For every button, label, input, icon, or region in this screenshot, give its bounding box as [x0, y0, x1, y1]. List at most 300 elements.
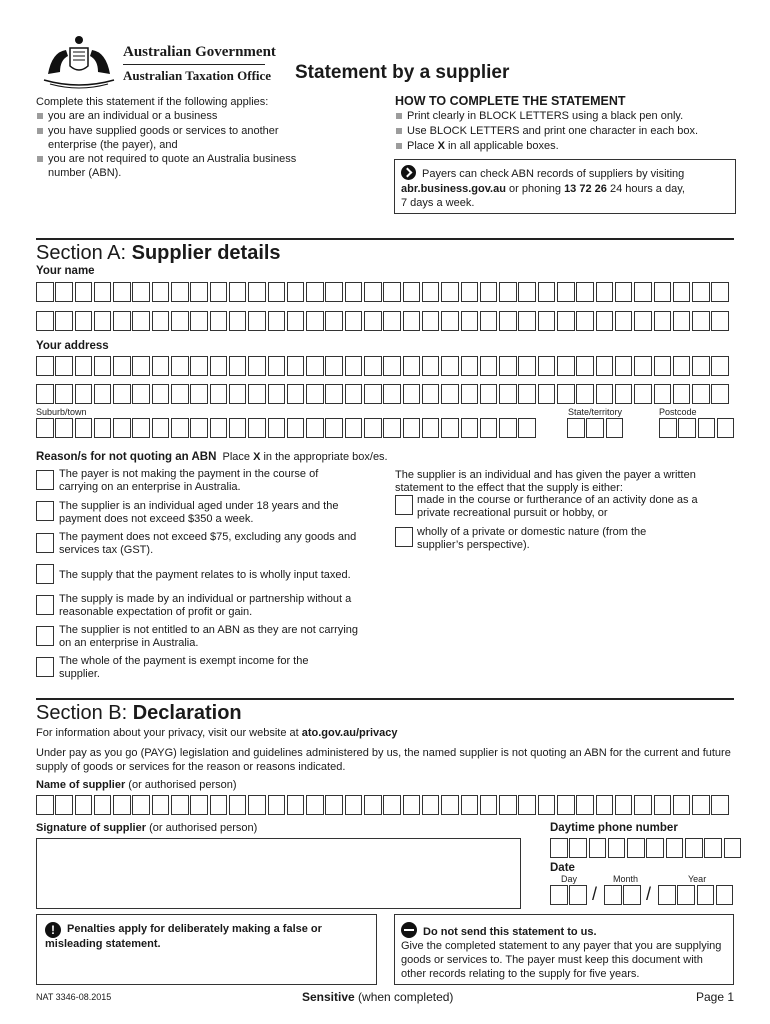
char-box[interactable]	[75, 282, 93, 302]
char-box[interactable]	[673, 282, 691, 302]
char-box[interactable]	[287, 311, 305, 331]
char-box[interactable]	[576, 311, 594, 331]
char-box[interactable]	[627, 838, 645, 858]
char-box[interactable]	[615, 311, 633, 331]
char-box[interactable]	[36, 311, 54, 331]
char-box[interactable]	[711, 311, 729, 331]
char-box[interactable]	[171, 384, 189, 404]
char-box[interactable]	[441, 795, 459, 815]
char-box[interactable]	[615, 795, 633, 815]
char-box[interactable]	[461, 356, 479, 376]
phone-number: 13 72 26	[564, 182, 607, 195]
how-list	[395, 109, 740, 154]
char-box[interactable]	[210, 356, 228, 376]
char-box[interactable]	[499, 311, 517, 331]
char-box[interactable]	[634, 384, 652, 404]
char-box[interactable]	[364, 311, 382, 331]
char-box[interactable]	[403, 282, 421, 302]
char-box[interactable]	[75, 356, 93, 376]
char-box[interactable]	[383, 311, 401, 331]
char-box[interactable]	[654, 384, 672, 404]
month-label: Month	[613, 874, 639, 884]
char-box[interactable]	[403, 795, 421, 815]
suburb-row[interactable]	[36, 418, 538, 438]
char-box[interactable]	[94, 384, 112, 404]
reason-checkbox-hobby[interactable]	[395, 495, 413, 515]
payers-text: Payers can check ABN records of suppliers by visiting	[422, 168, 685, 180]
char-box[interactable]	[287, 384, 305, 404]
how-item: Print clearly in BLOCK LETTERS using a black pen only.	[395, 109, 740, 124]
char-box[interactable]	[634, 356, 652, 376]
how-item	[395, 139, 740, 154]
char-box[interactable]	[685, 838, 703, 858]
char-box[interactable]	[441, 356, 459, 376]
char-box[interactable]	[383, 384, 401, 404]
supplier-name-row[interactable]	[36, 795, 731, 815]
char-box[interactable]	[403, 384, 421, 404]
char-box[interactable]	[422, 795, 440, 815]
char-box[interactable]	[557, 282, 575, 302]
char-box[interactable]	[711, 384, 729, 404]
char-box[interactable]	[325, 356, 343, 376]
signature-label-block	[36, 822, 257, 834]
char-box[interactable]	[659, 418, 677, 438]
char-box[interactable]	[589, 838, 607, 858]
state-row[interactable]	[567, 418, 625, 438]
char-box[interactable]	[615, 384, 633, 404]
char-box[interactable]	[325, 282, 343, 302]
char-box[interactable]	[325, 311, 343, 331]
char-box[interactable]	[287, 418, 305, 438]
char-box[interactable]	[210, 311, 228, 331]
char-box[interactable]	[113, 795, 131, 815]
char-box[interactable]	[190, 311, 208, 331]
privacy-note	[36, 727, 398, 739]
char-box[interactable]	[364, 282, 382, 302]
char-box[interactable]	[461, 384, 479, 404]
char-box[interactable]	[325, 384, 343, 404]
char-box[interactable]	[717, 418, 735, 438]
char-box[interactable]	[480, 311, 498, 331]
char-box[interactable]	[113, 418, 131, 438]
char-box[interactable]	[152, 384, 170, 404]
reason-checkbox-5[interactable]	[36, 595, 54, 615]
form-code: NAT 3346-08.2015	[36, 992, 112, 1002]
char-box[interactable]	[229, 795, 247, 815]
char-box[interactable]	[673, 795, 691, 815]
char-box[interactable]	[383, 282, 401, 302]
char-box[interactable]	[567, 418, 585, 438]
char-box[interactable]	[461, 282, 479, 302]
char-box[interactable]	[608, 838, 626, 858]
char-box[interactable]	[634, 311, 652, 331]
char-box[interactable]	[615, 282, 633, 302]
char-box[interactable]	[518, 282, 536, 302]
char-box[interactable]	[152, 311, 170, 331]
arrow-right-icon	[401, 165, 416, 180]
char-box[interactable]	[422, 311, 440, 331]
char-box[interactable]	[518, 356, 536, 376]
char-box[interactable]	[36, 282, 54, 302]
char-box[interactable]	[306, 311, 324, 331]
how-item-text: in all applicable boxes.	[444, 140, 559, 152]
char-box[interactable]	[666, 838, 684, 858]
char-box[interactable]	[623, 885, 641, 905]
char-box[interactable]	[499, 384, 517, 404]
char-box[interactable]	[345, 418, 363, 438]
char-box[interactable]	[711, 282, 729, 302]
char-box[interactable]	[171, 282, 189, 302]
date-year-row[interactable]	[658, 885, 735, 905]
char-box[interactable]	[538, 795, 556, 815]
char-box[interactable]	[499, 418, 517, 438]
warning-text: Penalties apply for deliberately making a false or	[67, 923, 322, 935]
notice-heading: Do not send this statement to us.	[423, 926, 597, 938]
char-box[interactable]	[403, 356, 421, 376]
section-b-title: Declaration	[132, 702, 242, 724]
char-box[interactable]	[306, 356, 324, 376]
char-box[interactable]	[287, 356, 305, 376]
char-box[interactable]	[113, 384, 131, 404]
char-box[interactable]	[692, 356, 710, 376]
char-box[interactable]	[75, 311, 93, 331]
char-box[interactable]	[422, 282, 440, 302]
address-row-1[interactable]	[36, 356, 731, 376]
char-box[interactable]	[268, 356, 286, 376]
phone-label: Daytime phone number	[550, 822, 678, 834]
char-box[interactable]	[190, 384, 208, 404]
reasons-hint: Place	[222, 451, 254, 463]
char-box[interactable]	[268, 418, 286, 438]
char-box[interactable]	[518, 311, 536, 331]
char-box[interactable]	[518, 418, 536, 438]
char-box[interactable]	[576, 795, 594, 815]
char-box[interactable]	[345, 311, 363, 331]
char-box[interactable]	[210, 795, 228, 815]
char-box[interactable]	[190, 418, 208, 438]
char-box[interactable]	[654, 311, 672, 331]
char-box[interactable]	[94, 282, 112, 302]
char-box[interactable]	[364, 384, 382, 404]
how-item-x: X	[437, 140, 445, 152]
char-box[interactable]	[569, 885, 587, 905]
char-box[interactable]	[576, 356, 594, 376]
char-box[interactable]	[268, 282, 286, 302]
phone-row[interactable]	[550, 838, 743, 858]
address-row-2[interactable]	[36, 384, 731, 404]
char-box[interactable]	[596, 282, 614, 302]
char-box[interactable]	[480, 795, 498, 815]
char-box[interactable]	[171, 795, 189, 815]
char-box[interactable]	[55, 282, 73, 302]
char-box[interactable]	[36, 418, 54, 438]
char-box[interactable]	[673, 356, 691, 376]
sensitivity-marking	[302, 990, 453, 1004]
char-box[interactable]	[306, 418, 324, 438]
char-box[interactable]	[210, 384, 228, 404]
section-a-prefix: Section A:	[36, 242, 132, 264]
char-box[interactable]	[152, 356, 170, 376]
abr-link[interactable]: abr.business.gov.au	[401, 182, 506, 195]
reason-checkbox-1[interactable]	[36, 470, 54, 490]
char-box[interactable]	[461, 418, 479, 438]
char-box[interactable]	[152, 795, 170, 815]
char-box[interactable]	[480, 384, 498, 404]
char-box[interactable]	[654, 795, 672, 815]
name-row-1[interactable]	[36, 282, 731, 302]
penalty-warning-box	[36, 914, 377, 985]
payg-statement: Under pay as you go (PAYG) legislation and guidelines administered by us, the named supplier is not quoting an ABN for the current and future supply of goods or services for the reason or reasons indicated.	[36, 747, 731, 773]
year-label: Year	[688, 874, 707, 884]
char-box[interactable]	[697, 885, 715, 905]
char-box[interactable]	[576, 384, 594, 404]
char-box[interactable]	[248, 311, 266, 331]
reason-text-2: The supplier is an individual aged under 18 years and the payment does not exceed $350 a week.	[59, 500, 339, 525]
char-box[interactable]	[673, 384, 691, 404]
char-box[interactable]	[499, 356, 517, 376]
char-box[interactable]	[94, 311, 112, 331]
char-box[interactable]	[132, 356, 150, 376]
char-box[interactable]	[480, 418, 498, 438]
char-box[interactable]	[345, 384, 363, 404]
char-box[interactable]	[550, 885, 568, 905]
char-box[interactable]	[171, 311, 189, 331]
char-box[interactable]	[248, 282, 266, 302]
reason-checkbox-7[interactable]	[36, 657, 54, 677]
char-box[interactable]	[229, 282, 247, 302]
char-box[interactable]	[441, 384, 459, 404]
char-box[interactable]	[287, 282, 305, 302]
char-box[interactable]	[171, 356, 189, 376]
sensitive-label: Sensitive	[302, 990, 355, 1004]
char-box[interactable]	[75, 795, 93, 815]
char-box[interactable]	[36, 384, 54, 404]
char-box[interactable]	[658, 885, 676, 905]
date-day-row[interactable]	[550, 885, 589, 905]
privacy-link[interactable]: ato.gov.au/privacy	[301, 727, 398, 739]
section-b-heading	[36, 702, 242, 725]
char-box[interactable]	[132, 384, 150, 404]
char-box[interactable]	[55, 356, 73, 376]
char-box[interactable]	[422, 356, 440, 376]
date-label: Date	[550, 862, 575, 874]
char-box[interactable]	[345, 282, 363, 302]
char-box[interactable]	[190, 795, 208, 815]
char-box[interactable]	[113, 311, 131, 331]
sig-label: Signature of supplier	[36, 822, 147, 834]
section-divider	[36, 238, 734, 240]
char-box[interactable]	[441, 282, 459, 302]
name-of-supplier-label	[36, 779, 237, 791]
payers-info-box	[394, 159, 736, 214]
char-box[interactable]	[383, 356, 401, 376]
char-box[interactable]	[325, 418, 343, 438]
char-box[interactable]	[461, 795, 479, 815]
char-box[interactable]	[441, 418, 459, 438]
coat-of-arms-icon	[40, 34, 118, 90]
your-address-label: Your address	[36, 340, 109, 352]
reason-text-6: The supplier is not entitled to an ABN as they are not carrying on an enterprise in Australia.	[59, 624, 358, 649]
char-box[interactable]	[113, 356, 131, 376]
reason-right-lead: The supplier is an individual and has given the payer a written statement to the effect that the supply is either:	[395, 469, 696, 494]
char-box[interactable]	[634, 795, 652, 815]
char-box[interactable]	[550, 838, 568, 858]
char-box[interactable]	[646, 838, 664, 858]
char-box[interactable]	[586, 418, 604, 438]
reason-checkbox-2[interactable]	[36, 501, 54, 521]
char-box[interactable]	[615, 356, 633, 376]
char-box[interactable]	[55, 384, 73, 404]
char-box[interactable]	[36, 795, 54, 815]
char-box[interactable]	[538, 356, 556, 376]
reason-checkbox-4[interactable]	[36, 564, 54, 584]
char-box[interactable]	[422, 418, 440, 438]
char-box[interactable]	[210, 418, 228, 438]
char-box[interactable]	[557, 384, 575, 404]
char-box[interactable]	[229, 418, 247, 438]
char-box[interactable]	[557, 795, 575, 815]
char-box[interactable]	[480, 356, 498, 376]
char-box[interactable]	[55, 418, 73, 438]
char-box[interactable]	[692, 384, 710, 404]
char-box[interactable]	[190, 282, 208, 302]
char-box[interactable]	[673, 311, 691, 331]
char-box[interactable]	[248, 795, 266, 815]
char-box[interactable]	[692, 795, 710, 815]
char-box[interactable]	[306, 282, 324, 302]
char-box[interactable]	[538, 311, 556, 331]
char-box[interactable]	[499, 282, 517, 302]
char-box[interactable]	[325, 795, 343, 815]
char-box[interactable]	[654, 282, 672, 302]
char-box[interactable]	[677, 885, 695, 905]
char-box[interactable]	[634, 282, 652, 302]
char-box[interactable]	[287, 795, 305, 815]
char-box[interactable]	[152, 282, 170, 302]
char-box[interactable]	[113, 282, 131, 302]
char-box[interactable]	[557, 311, 575, 331]
char-box[interactable]	[461, 311, 479, 331]
intro-item: you are an individual or a business	[36, 109, 336, 123]
char-box[interactable]	[94, 356, 112, 376]
char-box[interactable]	[606, 418, 624, 438]
postcode-label: Postcode	[659, 407, 697, 417]
date-separator: /	[592, 884, 598, 904]
char-box[interactable]	[704, 838, 722, 858]
char-box[interactable]	[132, 418, 150, 438]
char-box[interactable]	[94, 795, 112, 815]
char-box[interactable]	[441, 311, 459, 331]
char-box[interactable]	[132, 795, 150, 815]
char-box[interactable]	[306, 795, 324, 815]
char-box[interactable]	[576, 282, 594, 302]
char-box[interactable]	[711, 795, 729, 815]
char-box[interactable]	[132, 311, 150, 331]
date-month-row[interactable]	[604, 885, 643, 905]
char-box[interactable]	[422, 384, 440, 404]
char-box[interactable]	[210, 282, 228, 302]
char-box[interactable]	[229, 311, 247, 331]
char-box[interactable]	[499, 795, 517, 815]
char-box[interactable]	[55, 311, 73, 331]
reason-text-5: The supply is made by an individual or partnership without a reasonable expectation of profit or gain.	[59, 593, 352, 618]
char-box[interactable]	[229, 356, 247, 376]
char-box[interactable]	[248, 418, 266, 438]
char-box[interactable]	[538, 384, 556, 404]
char-box[interactable]	[518, 795, 536, 815]
char-box[interactable]	[268, 384, 286, 404]
privacy-text: For information about your privacy, visit our website at	[36, 727, 302, 739]
sig-hint: (or authorised person)	[146, 822, 258, 834]
char-box[interactable]	[538, 282, 556, 302]
char-box[interactable]	[248, 384, 266, 404]
char-box[interactable]	[711, 356, 729, 376]
char-box[interactable]	[268, 311, 286, 331]
char-box[interactable]	[268, 795, 286, 815]
char-box[interactable]	[36, 356, 54, 376]
char-box[interactable]	[248, 356, 266, 376]
char-box[interactable]	[596, 356, 614, 376]
name-row-2[interactable]	[36, 311, 731, 331]
reason-checkbox-6[interactable]	[36, 626, 54, 646]
char-box[interactable]	[480, 282, 498, 302]
char-box[interactable]	[75, 384, 93, 404]
char-box[interactable]	[345, 795, 363, 815]
char-box[interactable]	[190, 356, 208, 376]
char-box[interactable]	[152, 418, 170, 438]
postcode-row[interactable]	[659, 418, 736, 438]
char-box[interactable]	[518, 384, 536, 404]
char-box[interactable]	[692, 311, 710, 331]
char-box[interactable]	[132, 282, 150, 302]
char-box[interactable]	[383, 418, 401, 438]
intro-item: you have supplied goods or services to another enterprise (the payer), and	[36, 124, 336, 153]
char-box[interactable]	[75, 418, 93, 438]
char-box[interactable]	[403, 311, 421, 331]
char-box[interactable]	[364, 356, 382, 376]
reason-checkbox-3[interactable]	[36, 533, 54, 553]
char-box[interactable]	[55, 795, 73, 815]
char-box[interactable]	[692, 282, 710, 302]
how-item-text: Place	[407, 140, 438, 152]
char-box[interactable]	[596, 384, 614, 404]
char-box[interactable]	[364, 795, 382, 815]
signature-box[interactable]	[36, 838, 521, 909]
char-box[interactable]	[306, 384, 324, 404]
reason-checkbox-private[interactable]	[395, 527, 413, 547]
char-box[interactable]	[724, 838, 742, 858]
char-box[interactable]	[596, 311, 614, 331]
char-box[interactable]	[716, 885, 734, 905]
char-box[interactable]	[698, 418, 716, 438]
how-heading: HOW TO COMPLETE THE STATEMENT	[395, 94, 626, 108]
char-box[interactable]	[383, 795, 401, 815]
char-box[interactable]	[678, 418, 696, 438]
char-box[interactable]	[403, 418, 421, 438]
reason-text-hobby: made in the course or furtherance of an activity done as a private recreational pursuit or hobby, or	[417, 494, 698, 519]
char-box[interactable]	[171, 418, 189, 438]
char-box[interactable]	[94, 418, 112, 438]
char-box[interactable]	[596, 795, 614, 815]
payers-text: 7 days a week.	[401, 197, 475, 209]
char-box[interactable]	[654, 356, 672, 376]
char-box[interactable]	[345, 356, 363, 376]
char-box[interactable]	[604, 885, 622, 905]
char-box[interactable]	[364, 418, 382, 438]
char-box[interactable]	[569, 838, 587, 858]
char-box[interactable]	[229, 384, 247, 404]
char-box[interactable]	[557, 356, 575, 376]
